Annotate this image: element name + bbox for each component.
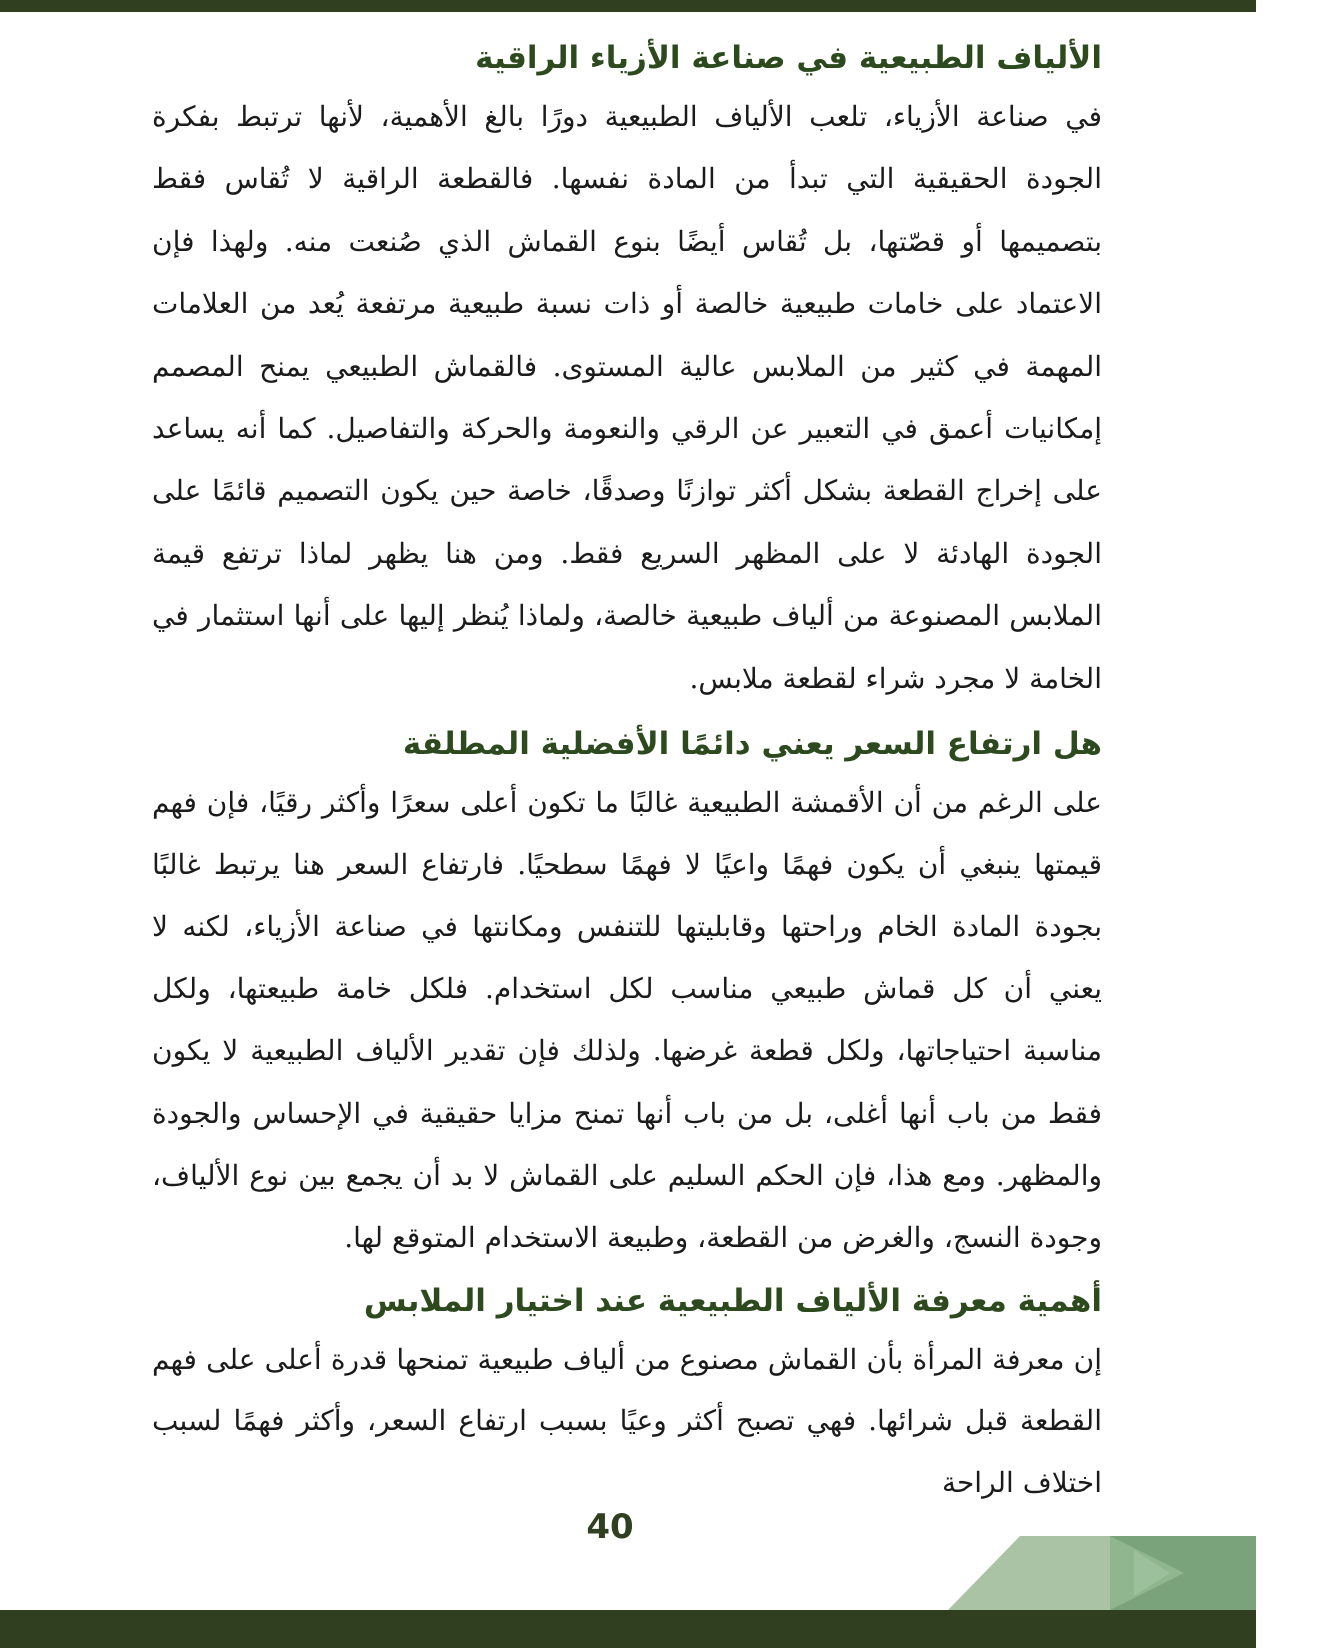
top-border-bar: [0, 0, 1256, 12]
bottom-border-bar: [0, 1610, 1256, 1648]
section-paragraph-natural-fibers-luxury: في صناعة الأزياء، تلعب الألياف الطبيعية دورًا بالغ الأهمية، لأنها ترتبط بفكرة الجودة الحقيقية التي تبدأ من المادة نفسها. فالقطعة الراقية لا تُقاس فقط بتصميمها أو قصّتها، بل تُقاس أيضًا بنوع القماش الذي صُنعت منه. ولهذا فإن الاعتماد على خامات طبيعية خالصة أو ذات نسبة طبيعية مرتفعة يُعد من العلامات المهمة في كثير من الملابس عالية المستوى. فالقماش الطبيعي يمنح المصمم إمكانيات أعمق في التعبير عن الرقي والنعومة والحركة والتفاصيل. كما أنه يساعد على إخراج القطعة بشكل أكثر توازنًا وصدقًا، خاصة حين يكون التصميم قائمًا على الجودة الهادئة لا على المظهر السريع فقط. ومن هنا يظهر لماذا ترتفع قيمة الملابس المصنوعة من ألياف طبيعية خالصة، ولماذا يُنظر إليها على أنها استثمار في الخامة لا مجرد شراء لقطعة ملابس.: [152, 100, 1102, 695]
section-heading-importance-of-knowledge: أهمية معرفة الألياف الطبيعية عند اختيار الملابس: [363, 1282, 1102, 1319]
section-heading-price-superiority: هل ارتفاع السعر يعني دائمًا الأفضلية المطلقة: [402, 726, 1102, 763]
corner-decoration-light-block: [1020, 1536, 1110, 1610]
corner-decoration: [948, 1510, 1256, 1610]
page-content: [152, 30, 1102, 1513]
section-paragraph-importance-of-knowledge: إن معرفة المرأة بأن القماش مصنوع من ألياف طبيعية تمنحها قدرة أعلى على فهم القطعة قبل شرائها. فهي تصبح أكثر وعيًا بسبب ارتفاع السعر، وأكثر فهمًا لسبب اختلاف الراحة: [152, 1342, 1102, 1499]
page-side-margin: [1256, 0, 1320, 1648]
section-heading-natural-fibers-luxury: الألياف الطبيعية في صناعة الأزياء الراقية: [475, 40, 1102, 76]
corner-decoration-light-triangle: [948, 1536, 1020, 1610]
page-number: 40: [586, 1507, 634, 1547]
section-paragraph-price-superiority: على الرغم من أن الأقمشة الطبيعية غالبًا ما تكون أعلى سعرًا وأكثر رقيًا، فإن فهم قيمتها ينبغي أن يكون فهمًا واعيًا لا فهمًا سطحيًا. فارتفاع السعر هنا يرتبط غالبًا بجودة المادة الخام وراحتها وقابليتها للتنفس ومكانتها في صناعة الأزياء، لكنه لا يعني أن كل قماش طبيعي مناسب لكل استخدام. فلكل خامة طبيعتها، ولكل مناسبة احتياجاتها، ولكل قطعة غرضها. ولذلك فإن تقدير الألياف الطبيعية لا يكون فقط من باب أنها أغلى، بل من باب أنها تمنح مزايا حقيقية في الإحساس والجودة والمظهر. ومع هذا، فإن الحكم السليم على القماش لا بد أن يجمع بين نوع الألياف، وجودة النسج، والغرض من القطعة، وطبيعة الاستخدام المتوقع لها.: [152, 786, 1102, 1254]
